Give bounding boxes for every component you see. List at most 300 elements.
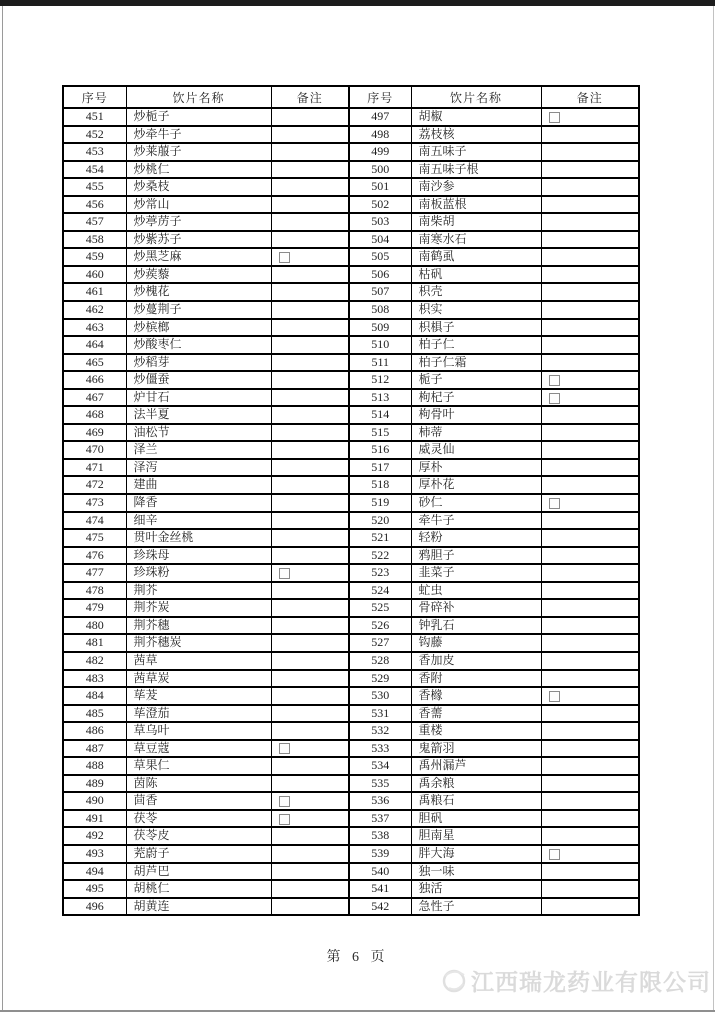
remark-cell xyxy=(271,547,349,565)
remark-cell xyxy=(541,459,639,477)
row-number: 528 xyxy=(349,652,411,670)
row-number: 522 xyxy=(349,547,411,565)
remark-cell xyxy=(271,389,349,407)
table-row xyxy=(63,705,639,723)
company-logo-icon xyxy=(439,966,469,996)
medicine-name: 南柴胡 xyxy=(411,213,541,231)
table-row xyxy=(63,792,639,810)
medicine-name: 禹余粮 xyxy=(411,775,541,793)
remark-cell xyxy=(271,126,349,144)
medicine-name: 草豆蔻 xyxy=(126,740,271,758)
medicine-name: 泽泻 xyxy=(126,459,271,477)
medicine-name: 炒槟榔 xyxy=(126,319,271,337)
remark-cell xyxy=(541,231,639,249)
table-row xyxy=(63,687,639,705)
table-row xyxy=(63,143,639,161)
medicine-name: 胡黄连 xyxy=(126,898,271,916)
remark-cell xyxy=(541,582,639,600)
row-number: 478 xyxy=(63,582,126,600)
table-header-row xyxy=(63,86,639,108)
page-number: 第 6 页 xyxy=(326,950,389,965)
medicine-name: 草果仁 xyxy=(126,757,271,775)
remark-cell xyxy=(271,108,349,126)
row-number: 485 xyxy=(63,705,126,723)
remark-cell xyxy=(541,792,639,810)
table-row xyxy=(63,301,639,319)
row-number: 460 xyxy=(63,266,126,284)
remark-cell xyxy=(271,213,349,231)
remark-cell xyxy=(541,336,639,354)
row-number: 492 xyxy=(63,827,126,845)
row-number: 504 xyxy=(349,231,411,249)
medicine-name: 砂仁 xyxy=(411,494,541,512)
table-row xyxy=(63,441,639,459)
table-row xyxy=(63,670,639,688)
remark-cell xyxy=(271,599,349,617)
medicine-name: 炒蔓荆子 xyxy=(126,301,271,319)
remark-cell xyxy=(541,863,639,881)
row-number: 521 xyxy=(349,529,411,547)
medicine-name: 南鹤虱 xyxy=(411,248,541,266)
medicine-name: 轻粉 xyxy=(411,529,541,547)
remark-cell xyxy=(541,143,639,161)
remark-cell xyxy=(271,283,349,301)
row-number: 472 xyxy=(63,476,126,494)
row-number: 523 xyxy=(349,564,411,582)
remark-cell xyxy=(271,301,349,319)
medicine-name: 细辛 xyxy=(126,512,271,530)
remark-checkbox[interactable] xyxy=(549,112,560,123)
row-number: 515 xyxy=(349,424,411,442)
table-row xyxy=(63,617,639,635)
remark-cell xyxy=(541,494,639,512)
row-number: 500 xyxy=(349,161,411,179)
row-number: 535 xyxy=(349,775,411,793)
row-number: 530 xyxy=(349,687,411,705)
medicine-name: 钩藤 xyxy=(411,634,541,652)
medicine-name: 枳椇子 xyxy=(411,319,541,337)
medicine-name: 香附 xyxy=(411,670,541,688)
medicine-name: 禹粮石 xyxy=(411,792,541,810)
row-number: 454 xyxy=(63,161,126,179)
remark-cell xyxy=(541,178,639,196)
medicine-name: 茴香 xyxy=(126,792,271,810)
table-row xyxy=(63,863,639,881)
row-number: 524 xyxy=(349,582,411,600)
remark-cell xyxy=(541,108,639,126)
scan-right-edge xyxy=(713,6,714,1010)
remark-cell xyxy=(271,810,349,828)
table-row xyxy=(63,547,639,565)
table-row xyxy=(63,494,639,512)
remark-cell xyxy=(271,319,349,337)
row-number: 451 xyxy=(63,108,126,126)
row-number: 531 xyxy=(349,705,411,723)
row-number: 497 xyxy=(349,108,411,126)
header-name-left: 饮片名称 xyxy=(126,86,271,108)
row-number: 489 xyxy=(63,775,126,793)
table-row xyxy=(63,389,639,407)
table-row xyxy=(63,599,639,617)
remark-cell xyxy=(541,634,639,652)
table-row xyxy=(63,354,639,372)
medicine-name: 独活 xyxy=(411,880,541,898)
medicine-name: 炒栀子 xyxy=(126,108,271,126)
medicine-name: 鬼箭羽 xyxy=(411,740,541,758)
medicine-name: 柏子仁 xyxy=(411,336,541,354)
row-number: 463 xyxy=(63,319,126,337)
remark-cell xyxy=(541,161,639,179)
remark-cell xyxy=(271,564,349,582)
medicine-name: 枸杞子 xyxy=(411,389,541,407)
table-row xyxy=(63,231,639,249)
remark-cell xyxy=(541,722,639,740)
row-number: 487 xyxy=(63,740,126,758)
remark-cell xyxy=(541,126,639,144)
row-number: 534 xyxy=(349,757,411,775)
medicine-name: 泽兰 xyxy=(126,441,271,459)
row-number: 514 xyxy=(349,406,411,424)
medicine-name: 独一味 xyxy=(411,863,541,881)
medicine-name: 炒莱菔子 xyxy=(126,143,271,161)
medicine-name: 法半夏 xyxy=(126,406,271,424)
medicine-name: 珍珠粉 xyxy=(126,564,271,582)
medicine-name: 炒牵牛子 xyxy=(126,126,271,144)
medicine-name: 胡桃仁 xyxy=(126,880,271,898)
row-number: 476 xyxy=(63,547,126,565)
medicine-name: 胡椒 xyxy=(411,108,541,126)
row-number: 529 xyxy=(349,670,411,688)
remark-cell xyxy=(271,687,349,705)
row-number: 541 xyxy=(349,880,411,898)
medicine-name: 草乌叶 xyxy=(126,722,271,740)
remark-checkbox[interactable] xyxy=(279,796,290,807)
header-serial-right: 序号 xyxy=(349,86,411,108)
table-row xyxy=(63,564,639,582)
remark-cell xyxy=(271,424,349,442)
remark-cell xyxy=(541,705,639,723)
remark-cell xyxy=(541,547,639,565)
table-row xyxy=(63,319,639,337)
remark-checkbox[interactable] xyxy=(549,849,560,860)
remark-cell xyxy=(541,441,639,459)
medicine-name: 荆芥穗 xyxy=(126,617,271,635)
scan-left-edge xyxy=(2,6,3,1010)
remark-cell xyxy=(271,354,349,372)
medicine-name: 茵陈 xyxy=(126,775,271,793)
medicine-name: 南五味子 xyxy=(411,143,541,161)
medicine-name: 南板蓝根 xyxy=(411,196,541,214)
remark-cell xyxy=(271,231,349,249)
row-number: 462 xyxy=(63,301,126,319)
medicine-name: 枯矾 xyxy=(411,266,541,284)
medicine-name: 荜澄茄 xyxy=(126,705,271,723)
remark-cell xyxy=(541,687,639,705)
medicine-name: 炒桑枝 xyxy=(126,178,271,196)
table-row xyxy=(63,126,639,144)
medicine-name: 南寒水石 xyxy=(411,231,541,249)
table-row xyxy=(63,476,639,494)
remark-checkbox[interactable] xyxy=(549,498,560,509)
table-row xyxy=(63,512,639,530)
remark-cell xyxy=(271,670,349,688)
remark-cell xyxy=(271,722,349,740)
medicine-name: 胖大海 xyxy=(411,845,541,863)
remark-cell xyxy=(541,564,639,582)
medicine-name: 南五味子根 xyxy=(411,161,541,179)
row-number: 475 xyxy=(63,529,126,547)
remark-cell xyxy=(541,775,639,793)
row-number: 464 xyxy=(63,336,126,354)
medicine-name: 厚朴花 xyxy=(411,476,541,494)
medicine-name: 骨碎补 xyxy=(411,599,541,617)
table-row xyxy=(63,266,639,284)
remark-cell xyxy=(271,863,349,881)
row-number: 477 xyxy=(63,564,126,582)
row-number: 455 xyxy=(63,178,126,196)
remark-checkbox[interactable] xyxy=(279,814,290,825)
remark-cell xyxy=(541,599,639,617)
row-number: 540 xyxy=(349,863,411,881)
medicine-name: 胆矾 xyxy=(411,810,541,828)
medicine-name: 茜草 xyxy=(126,652,271,670)
table-row xyxy=(63,371,639,389)
row-number: 512 xyxy=(349,371,411,389)
row-number: 499 xyxy=(349,143,411,161)
row-number: 490 xyxy=(63,792,126,810)
row-number: 458 xyxy=(63,231,126,249)
row-number: 505 xyxy=(349,248,411,266)
medicine-name: 虻虫 xyxy=(411,582,541,600)
medicine-name: 胆南星 xyxy=(411,827,541,845)
remark-cell xyxy=(271,161,349,179)
remark-cell xyxy=(541,196,639,214)
medicine-name: 柿蒂 xyxy=(411,424,541,442)
medicine-name: 枳实 xyxy=(411,301,541,319)
medicine-name: 茜草炭 xyxy=(126,670,271,688)
remark-cell xyxy=(271,652,349,670)
remark-cell xyxy=(271,476,349,494)
table-row xyxy=(63,634,639,652)
row-number: 510 xyxy=(349,336,411,354)
remark-cell xyxy=(541,529,639,547)
medicine-name: 炒僵蚕 xyxy=(126,371,271,389)
remark-cell xyxy=(271,441,349,459)
header-name-right: 饮片名称 xyxy=(411,86,541,108)
remark-checkbox[interactable] xyxy=(549,375,560,386)
remark-cell xyxy=(541,266,639,284)
medicine-name: 油松节 xyxy=(126,424,271,442)
row-number: 493 xyxy=(63,845,126,863)
medicine-name: 香加皮 xyxy=(411,652,541,670)
remark-cell xyxy=(541,406,639,424)
remark-checkbox[interactable] xyxy=(279,743,290,754)
row-number: 525 xyxy=(349,599,411,617)
remark-cell xyxy=(541,301,639,319)
remark-cell xyxy=(271,336,349,354)
remark-cell xyxy=(541,248,639,266)
medicine-name: 枸骨叶 xyxy=(411,406,541,424)
table-row xyxy=(63,810,639,828)
row-number: 474 xyxy=(63,512,126,530)
row-number: 481 xyxy=(63,634,126,652)
table-row xyxy=(63,652,639,670)
row-number: 491 xyxy=(63,810,126,828)
row-number: 467 xyxy=(63,389,126,407)
medicine-name: 钟乳石 xyxy=(411,617,541,635)
medicine-name: 荆芥 xyxy=(126,582,271,600)
remark-cell xyxy=(271,705,349,723)
medicine-name: 炉甘石 xyxy=(126,389,271,407)
medicine-name: 柏子仁霜 xyxy=(411,354,541,372)
medicine-name: 急性子 xyxy=(411,898,541,916)
table-row xyxy=(63,757,639,775)
remark-cell xyxy=(541,652,639,670)
table-row xyxy=(63,161,639,179)
remark-checkbox[interactable] xyxy=(279,252,290,263)
row-number: 536 xyxy=(349,792,411,810)
row-number: 516 xyxy=(349,441,411,459)
medicine-name: 珍珠母 xyxy=(126,547,271,565)
row-number: 465 xyxy=(63,354,126,372)
remark-cell xyxy=(271,371,349,389)
row-number: 526 xyxy=(349,617,411,635)
remark-cell xyxy=(271,792,349,810)
remark-cell xyxy=(541,898,639,916)
medicine-name: 荆芥穗炭 xyxy=(126,634,271,652)
scan-top-edge xyxy=(0,0,715,6)
medicine-name: 韭菜子 xyxy=(411,564,541,582)
row-number: 486 xyxy=(63,722,126,740)
company-watermark xyxy=(439,964,711,997)
row-number: 508 xyxy=(349,301,411,319)
remark-cell xyxy=(541,512,639,530)
remark-cell xyxy=(541,880,639,898)
remark-checkbox[interactable] xyxy=(549,691,560,702)
table-row xyxy=(63,424,639,442)
row-number: 498 xyxy=(349,126,411,144)
row-number: 527 xyxy=(349,634,411,652)
medicine-name: 厚朴 xyxy=(411,459,541,477)
medicine-name: 炒蒺藜 xyxy=(126,266,271,284)
remark-cell xyxy=(271,617,349,635)
remark-cell xyxy=(271,494,349,512)
row-number: 456 xyxy=(63,196,126,214)
medicine-name: 炒葶苈子 xyxy=(126,213,271,231)
remark-cell xyxy=(271,757,349,775)
row-number: 503 xyxy=(349,213,411,231)
medicine-name: 荆芥炭 xyxy=(126,599,271,617)
remark-cell xyxy=(271,512,349,530)
remark-cell xyxy=(541,213,639,231)
medicine-name: 鸦胆子 xyxy=(411,547,541,565)
medicine-name: 炒稻芽 xyxy=(126,354,271,372)
medicine-name: 茯苓 xyxy=(126,810,271,828)
remark-cell xyxy=(271,248,349,266)
medicine-name: 炒黑芝麻 xyxy=(126,248,271,266)
remark-cell xyxy=(271,898,349,916)
row-number: 488 xyxy=(63,757,126,775)
remark-cell xyxy=(271,582,349,600)
row-number: 506 xyxy=(349,266,411,284)
table-row xyxy=(63,178,639,196)
remark-cell xyxy=(271,634,349,652)
medicine-name: 建曲 xyxy=(126,476,271,494)
medicine-name: 炒常山 xyxy=(126,196,271,214)
remark-cell xyxy=(541,354,639,372)
medicine-name: 炒紫苏子 xyxy=(126,231,271,249)
remark-cell xyxy=(271,459,349,477)
medicine-name: 香橼 xyxy=(411,687,541,705)
medicine-name: 降香 xyxy=(126,494,271,512)
row-number: 520 xyxy=(349,512,411,530)
row-number: 479 xyxy=(63,599,126,617)
medicine-name: 炒槐花 xyxy=(126,283,271,301)
remark-cell xyxy=(271,880,349,898)
remark-cell xyxy=(541,319,639,337)
medicine-name: 炒酸枣仁 xyxy=(126,336,271,354)
medicine-name: 香薷 xyxy=(411,705,541,723)
remark-cell xyxy=(541,389,639,407)
medicine-name: 炒桃仁 xyxy=(126,161,271,179)
row-number: 532 xyxy=(349,722,411,740)
row-number: 483 xyxy=(63,670,126,688)
row-number: 461 xyxy=(63,283,126,301)
medicine-name: 贯叶金丝桃 xyxy=(126,529,271,547)
row-number: 471 xyxy=(63,459,126,477)
remark-cell xyxy=(541,476,639,494)
row-number: 470 xyxy=(63,441,126,459)
remark-cell xyxy=(271,178,349,196)
row-number: 496 xyxy=(63,898,126,916)
table-row xyxy=(63,406,639,424)
table-row xyxy=(63,459,639,477)
medicine-pieces-table xyxy=(62,85,640,916)
row-number: 495 xyxy=(63,880,126,898)
medicine-name: 荜茇 xyxy=(126,687,271,705)
row-number: 511 xyxy=(349,354,411,372)
row-number: 533 xyxy=(349,740,411,758)
table-row xyxy=(63,722,639,740)
remark-cell xyxy=(271,406,349,424)
medicine-name: 栀子 xyxy=(411,371,541,389)
table-row xyxy=(63,213,639,231)
row-number: 484 xyxy=(63,687,126,705)
table-row xyxy=(63,196,639,214)
row-number: 507 xyxy=(349,283,411,301)
company-watermark-text: 江西瑞龙药业有限公司 xyxy=(471,970,711,995)
header-remark-right: 备注 xyxy=(541,86,639,108)
row-number: 468 xyxy=(63,406,126,424)
table-row xyxy=(63,529,639,547)
remark-checkbox[interactable] xyxy=(279,568,290,579)
remark-cell xyxy=(271,266,349,284)
medicine-name: 茯苓皮 xyxy=(126,827,271,845)
medicine-name: 茺蔚子 xyxy=(126,845,271,863)
remark-cell xyxy=(541,424,639,442)
remark-cell xyxy=(271,827,349,845)
remark-cell xyxy=(541,810,639,828)
table-row xyxy=(63,283,639,301)
row-number: 480 xyxy=(63,617,126,635)
remark-cell xyxy=(271,529,349,547)
remark-checkbox[interactable] xyxy=(549,393,560,404)
row-number: 517 xyxy=(349,459,411,477)
row-number: 538 xyxy=(349,827,411,845)
remark-cell xyxy=(271,845,349,863)
remark-cell xyxy=(541,371,639,389)
remark-cell xyxy=(541,670,639,688)
